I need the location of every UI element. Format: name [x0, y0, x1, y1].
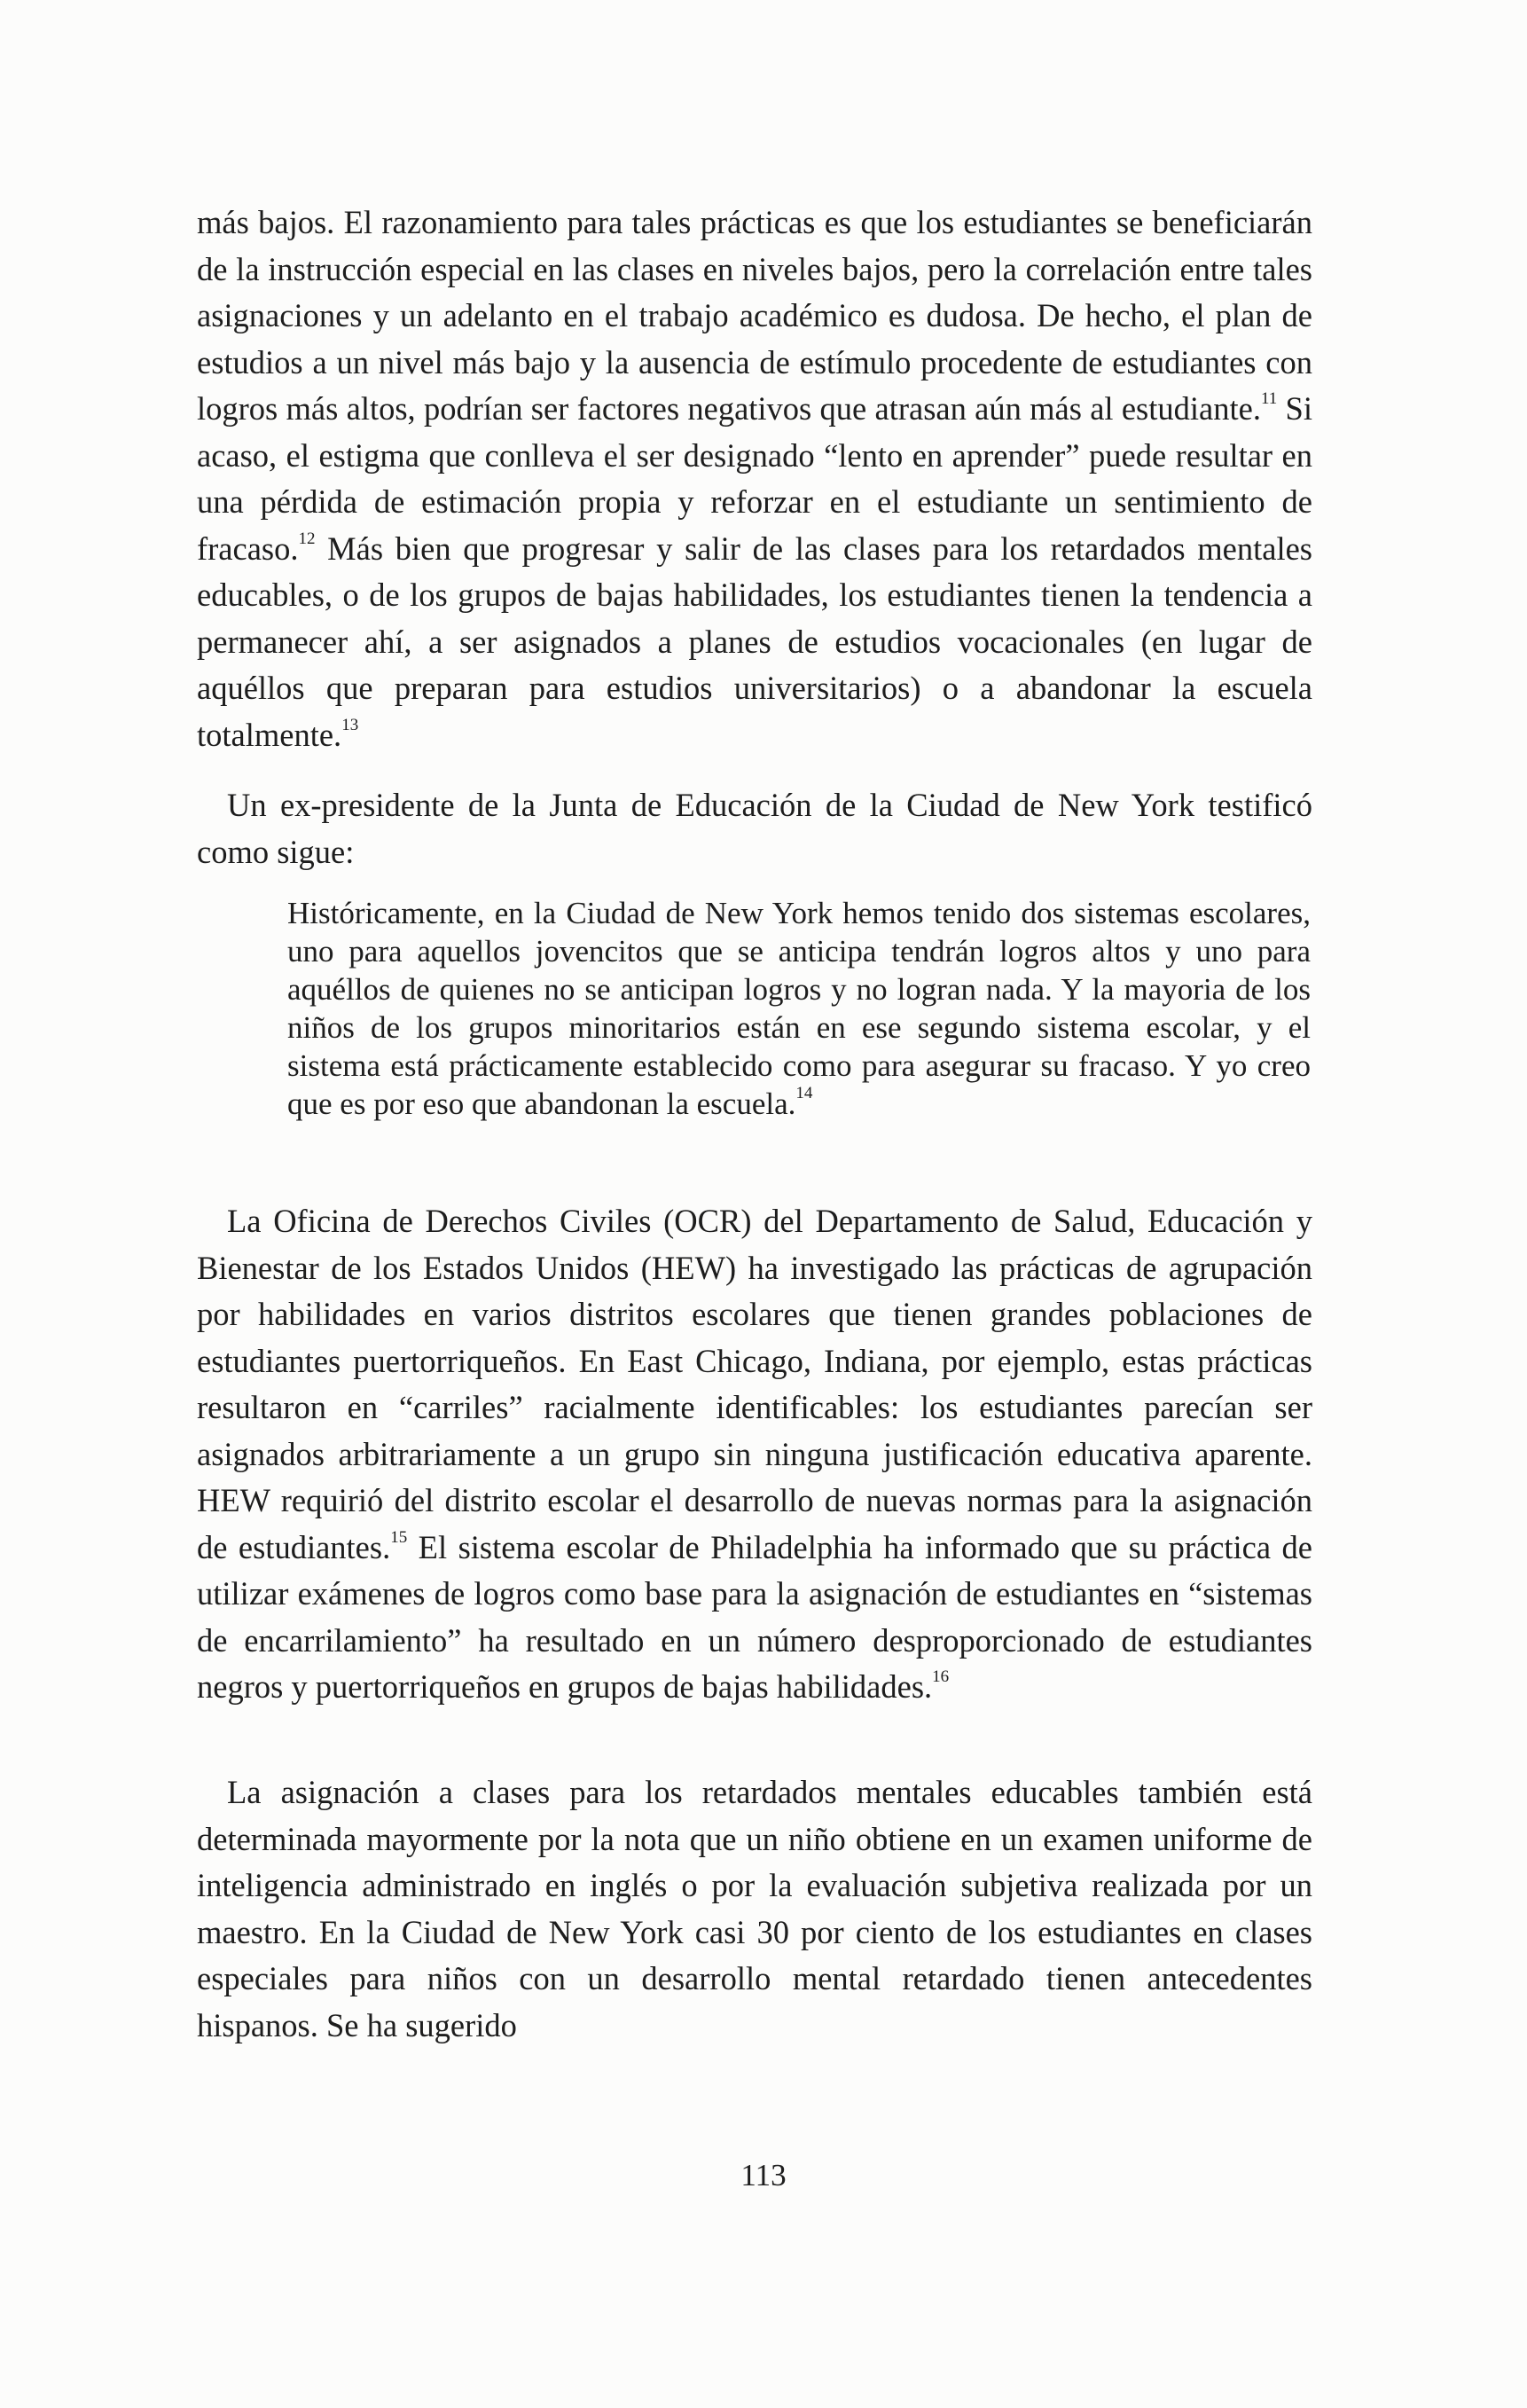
- paragraph-3-text-a: La Oficina de Derechos Civiles (OCR) del Departamento de Salud, Educación y Bienestar de los Estados Unidos (HEW) ha investigado las prácticas de agrupación por habilidades en varios distritos escolares que tienen grandes poblaciones de estudiantes puertorriqueños. En East Chicago, Indiana, por ejemplo, estas prácticas resultaron en “carriles” racialmente identificables: los estudiantes parecían ser asignados arbitrariamente a un grupo sin ninguna justificación educativa aparente. HEW requirió del distrito escolar el desarrollo de nuevas normas para la asignación de estudiantes.: [197, 1203, 1312, 1565]
- footnote-marker-14: 14: [795, 1083, 813, 1102]
- paragraph-1-text-c: Más bien que progresar y salir de las clases para los retardados mentales educables, o de los grupos de bajas habilidades, los estudiantes tienen la tendencia a permanecer ahí, a ser asignados a planes de estudios vocacionales (en lugar de aquéllos que preparan para estudios universitarios) o a abandonar la escuela totalmente.: [197, 529, 1312, 753]
- paragraph-4: La asignación a clases para los retardados mentales educables también está determinada mayormente por la nota que un niño obtiene en un examen uniforme de inteligencia administrado en inglés o por la evaluación subjetiva realizada por un maestro. En la Ciudad de New York casi 30 por ciento de los estudiantes en clases especiales para niños con un desarrollo mental retardado tienen antecedentes hispanos. Se ha sugerido: [197, 1774, 1312, 2043]
- paragraph-2: Un ex-presidente de la Junta de Educación de la Ciudad de New York testificó como sigue:: [197, 787, 1312, 870]
- paragraph-1-text-a: más bajos. El razonamiento para tales prácticas es que los estudiantes se beneficiarán de la instrucción especial en las clases en niveles bajos, pero la correlación entre tales asignaciones y un adelanto en el trabajo académico es dudosa. De hecho, el plan de estudios a un nivel más bajo y la ausencia de estímulo procedente de estudiantes con logros más altos, podrían ser factores negativos que atrasan aún más al estudiante.: [197, 204, 1312, 427]
- block-quote-text: [287, 894, 1311, 1123]
- paragraph-3: [197, 1198, 1312, 1711]
- paragraph-2-block: [197, 782, 1312, 875]
- paragraph-3-block: [197, 1198, 1312, 1711]
- footnote-marker-11: 11: [1260, 388, 1278, 408]
- paragraph-3-text-b: El sistema escolar de Philadelphia ha informado que su práctica de utilizar exámenes de logros como base para la asignación de estudiantes en “sistemas de encarrilamiento” ha resultado en un número desproporcionado de estudiantes negros y puertorriqueños en grupos de bajas habilidades.: [197, 1528, 1312, 1705]
- block-quote-body: Históricamente, en la Ciudad de New York hemos tenido dos sistemas escolares, uno para aquellos jovencitos que se anticipa tendrán logros altos y uno para aquéllos de quienes no se anticipan logros y no logran nada. Y la mayoria de los niños de los grupos minoritarios están en ese segundo sistema escolar, y el sistema está prácticamente establecido como para asegurar su fracaso. Y yo creo que es por eso que abandonan la escuela.: [287, 896, 1311, 1121]
- paragraph-1-text-b: Si acaso, el estigma que conlleva el ser designado “lento en aprender” puede resultar en una pérdida de estimación propia y reforzar en el estudiante un sentimiento de fracaso.: [197, 390, 1312, 567]
- block-quote: [287, 894, 1311, 1123]
- page-number: 113: [740, 2158, 787, 2192]
- paragraph-continuation: [197, 200, 1312, 758]
- footnote-marker-13: 13: [341, 715, 359, 734]
- footnote-marker-15: 15: [390, 1527, 408, 1547]
- footnote-marker-16: 16: [932, 1667, 950, 1686]
- paragraph-1: [197, 200, 1312, 758]
- footnote-marker-12: 12: [298, 529, 316, 548]
- paragraph-4-block: [197, 1769, 1312, 2049]
